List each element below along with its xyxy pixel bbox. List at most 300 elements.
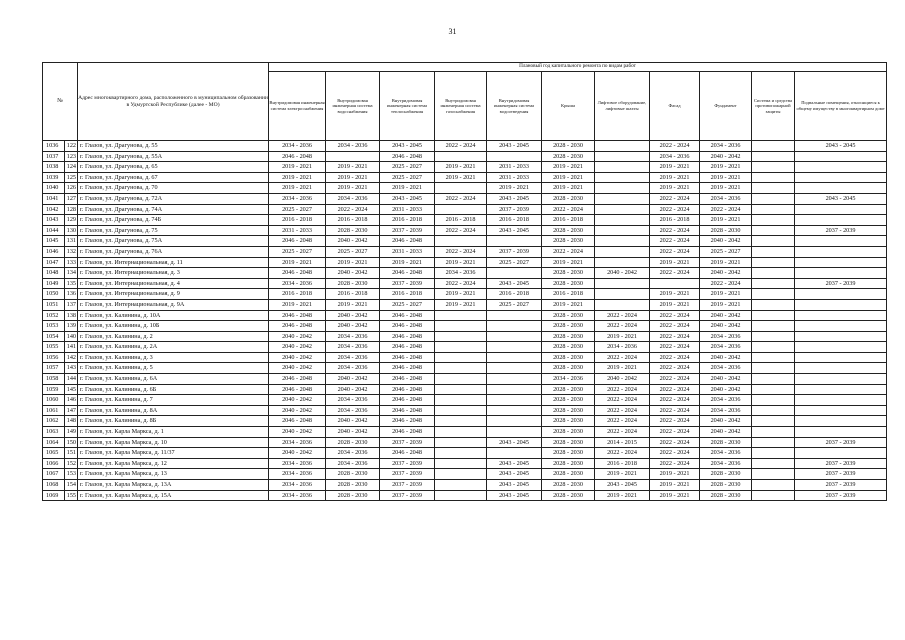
row-year-cell xyxy=(752,384,795,395)
row-year-cell: 2034 - 2036 xyxy=(269,490,326,501)
row-year-cell: 2043 - 2045 xyxy=(595,480,650,491)
row-year-cell: 2019 - 2021 xyxy=(700,172,752,183)
row-address: г. Глазов, ул. Калинина, д. 6А xyxy=(78,374,269,385)
table-row xyxy=(43,204,887,215)
row-number: 1060 xyxy=(43,395,65,406)
row-year-cell: 2040 - 2042 xyxy=(700,416,752,427)
row-year-cell: 2019 - 2021 xyxy=(435,172,487,183)
row-year-cell xyxy=(752,299,795,310)
row-year-cell: 2028 - 2030 xyxy=(542,151,595,162)
row-year-cell: 2037 - 2039 xyxy=(380,490,435,501)
row-year-cell: 2025 - 2027 xyxy=(269,246,326,257)
row-number: 1042 xyxy=(43,204,65,215)
row-year-cell: 2022 - 2024 xyxy=(435,193,487,204)
row-year-cell: 2037 - 2039 xyxy=(487,246,542,257)
row-year-cell xyxy=(595,215,650,226)
row-year-cell: 2022 - 2024 xyxy=(595,321,650,332)
row-year-cell: 2043 - 2045 xyxy=(795,141,887,152)
row-year-cell: 2022 - 2024 xyxy=(595,448,650,459)
row-year-cell xyxy=(435,363,487,374)
row-year-cell: 2022 - 2024 xyxy=(326,204,380,215)
row-address: г. Глазов, ул. Драгунова, д. 67 xyxy=(78,172,269,183)
row-year-cell xyxy=(435,427,487,438)
row-year-cell: 2037 - 2039 xyxy=(380,469,435,480)
row-year-cell xyxy=(752,374,795,385)
row-year-cell: 2019 - 2021 xyxy=(435,289,487,300)
row-year-cell: 2040 - 2042 xyxy=(326,427,380,438)
row-year-cell xyxy=(595,162,650,173)
row-year-cell: 2031 - 2033 xyxy=(380,246,435,257)
row-year-cell: 2034 - 2036 xyxy=(700,448,752,459)
row-year-cell: 2028 - 2030 xyxy=(326,469,380,480)
row-year-cell: 2022 - 2024 xyxy=(650,416,700,427)
row-year-cell xyxy=(435,204,487,215)
row-year-cell: 2037 - 2039 xyxy=(795,469,887,480)
row-year-cell: 2037 - 2039 xyxy=(795,490,887,501)
table-row xyxy=(43,172,887,183)
col-header-worktype: Внутридомовая инженерная система водоснабжения xyxy=(326,72,380,141)
row-year-cell: 2034 - 2036 xyxy=(269,469,326,480)
row-year-cell xyxy=(795,162,887,173)
row-year-cell: 2037 - 2039 xyxy=(380,437,435,448)
row-year-cell xyxy=(487,374,542,385)
row-address: г. Глазов, ул. Калинина, д. 2 xyxy=(78,331,269,342)
row-year-cell xyxy=(487,321,542,332)
row-year-cell: 2028 - 2030 xyxy=(542,363,595,374)
row-year-cell: 2016 - 2018 xyxy=(326,289,380,300)
row-number: 1048 xyxy=(43,268,65,279)
row-year-cell xyxy=(595,246,650,257)
row-year-cell xyxy=(595,151,650,162)
row-local-number: 151 xyxy=(65,448,78,459)
row-year-cell: 2034 - 2036 xyxy=(700,363,752,374)
row-year-cell: 2037 - 2039 xyxy=(380,225,435,236)
row-year-cell: 2022 - 2024 xyxy=(650,321,700,332)
row-year-cell: 2031 - 2033 xyxy=(380,204,435,215)
row-year-cell: 2019 - 2021 xyxy=(650,480,700,491)
row-year-cell xyxy=(595,299,650,310)
col-header-worktype: Крыша xyxy=(542,72,595,141)
row-address: г. Глазов, ул. Драгунова, д. 70 xyxy=(78,183,269,194)
row-year-cell xyxy=(487,395,542,406)
row-year-cell: 2025 - 2027 xyxy=(269,204,326,215)
row-address: г. Глазов, ул. Калинина, д. 3 xyxy=(78,352,269,363)
row-year-cell: 2028 - 2030 xyxy=(700,490,752,501)
table-row xyxy=(43,225,887,236)
row-year-cell: 2028 - 2030 xyxy=(542,225,595,236)
row-year-cell: 2016 - 2018 xyxy=(269,215,326,226)
col-header-worktype: Внутридомовая инженерная система водоотведения xyxy=(487,72,542,141)
row-year-cell xyxy=(752,151,795,162)
row-year-cell xyxy=(795,151,887,162)
row-year-cell: 2019 - 2021 xyxy=(435,257,487,268)
row-year-cell: 2043 - 2045 xyxy=(487,480,542,491)
table-row xyxy=(43,151,887,162)
row-year-cell: 2019 - 2021 xyxy=(700,257,752,268)
row-year-cell xyxy=(487,268,542,279)
row-year-cell xyxy=(795,427,887,438)
row-year-cell: 2019 - 2021 xyxy=(326,172,380,183)
row-local-number: 152 xyxy=(65,458,78,469)
row-year-cell xyxy=(435,183,487,194)
col-header-worktype: Фундамент xyxy=(700,72,752,141)
col-header-worktype: Подвальные помещения, относящиеся к общему имуществу в многоквартирном доме xyxy=(795,72,887,141)
row-year-cell xyxy=(752,395,795,406)
row-year-cell: 2019 - 2021 xyxy=(435,299,487,310)
row-year-cell: 2034 - 2036 xyxy=(700,405,752,416)
row-year-cell: 2046 - 2048 xyxy=(380,352,435,363)
row-year-cell xyxy=(435,321,487,332)
row-year-cell: 2034 - 2036 xyxy=(700,193,752,204)
row-year-cell: 2022 - 2024 xyxy=(595,395,650,406)
row-address: г. Глазов, ул. Карла Маркса, д. 11/37 xyxy=(78,448,269,459)
row-year-cell xyxy=(795,363,887,374)
row-local-number: 132 xyxy=(65,246,78,257)
row-address: г. Глазов, ул. Интернациональная, д. 9 xyxy=(78,289,269,300)
row-local-number: 155 xyxy=(65,490,78,501)
row-year-cell xyxy=(435,384,487,395)
row-year-cell: 2022 - 2024 xyxy=(650,458,700,469)
row-year-cell: 2043 - 2045 xyxy=(487,193,542,204)
row-year-cell xyxy=(752,225,795,236)
row-year-cell xyxy=(795,289,887,300)
row-local-number: 145 xyxy=(65,384,78,395)
row-year-cell: 2022 - 2024 xyxy=(595,384,650,395)
row-year-cell: 2025 - 2027 xyxy=(700,246,752,257)
row-number: 1061 xyxy=(43,405,65,416)
col-header-planned-year: Плановый год капитального ремонта по видам работ xyxy=(269,63,887,72)
row-year-cell: 2028 - 2030 xyxy=(542,310,595,321)
row-year-cell: 2019 - 2021 xyxy=(269,172,326,183)
row-year-cell: 2025 - 2027 xyxy=(380,299,435,310)
row-year-cell: 2019 - 2021 xyxy=(269,299,326,310)
row-year-cell: 2046 - 2048 xyxy=(380,395,435,406)
row-address: г. Глазов, ул. Калинина, д. 10Б xyxy=(78,321,269,332)
row-year-cell xyxy=(795,395,887,406)
row-year-cell: 2022 - 2024 xyxy=(650,352,700,363)
row-year-cell xyxy=(487,416,542,427)
row-year-cell: 2043 - 2045 xyxy=(795,193,887,204)
row-year-cell: 2040 - 2042 xyxy=(700,236,752,247)
row-year-cell xyxy=(595,225,650,236)
row-year-cell: 2040 - 2042 xyxy=(326,321,380,332)
row-year-cell xyxy=(752,448,795,459)
row-address: г. Глазов, ул. Драгунова, д. 65 xyxy=(78,162,269,173)
row-year-cell: 2034 - 2036 xyxy=(700,395,752,406)
row-year-cell: 2046 - 2048 xyxy=(380,310,435,321)
row-address: г. Глазов, ул. Драгунова, д. 75 xyxy=(78,225,269,236)
row-year-cell xyxy=(595,204,650,215)
row-number: 1064 xyxy=(43,437,65,448)
row-year-cell: 2028 - 2030 xyxy=(542,278,595,289)
row-year-cell: 2046 - 2048 xyxy=(380,268,435,279)
row-year-cell: 2022 - 2024 xyxy=(650,225,700,236)
row-number: 1039 xyxy=(43,172,65,183)
row-local-number: 149 xyxy=(65,427,78,438)
row-year-cell: 2040 - 2042 xyxy=(269,405,326,416)
row-year-cell xyxy=(752,469,795,480)
row-year-cell: 2046 - 2048 xyxy=(269,151,326,162)
row-year-cell: 2019 - 2021 xyxy=(650,289,700,300)
row-address: г. Глазов, ул. Драгунова, д. 72А xyxy=(78,193,269,204)
row-year-cell xyxy=(795,405,887,416)
row-year-cell: 2034 - 2036 xyxy=(700,141,752,152)
row-year-cell: 2022 - 2024 xyxy=(650,342,700,353)
row-year-cell xyxy=(795,352,887,363)
row-address: г. Глазов, ул. Драгунова, д. 74Б xyxy=(78,215,269,226)
row-address: г. Глазов, ул. Интернациональная, д. 4 xyxy=(78,278,269,289)
row-local-number: 138 xyxy=(65,310,78,321)
row-year-cell: 2043 - 2045 xyxy=(487,469,542,480)
row-year-cell: 2040 - 2042 xyxy=(595,374,650,385)
row-year-cell: 2046 - 2048 xyxy=(380,331,435,342)
row-year-cell: 2046 - 2048 xyxy=(269,310,326,321)
row-year-cell: 2040 - 2042 xyxy=(700,321,752,332)
row-year-cell xyxy=(795,321,887,332)
row-year-cell xyxy=(487,448,542,459)
row-year-cell: 2046 - 2048 xyxy=(380,363,435,374)
row-number: 1066 xyxy=(43,458,65,469)
row-year-cell: 2019 - 2021 xyxy=(700,162,752,173)
row-year-cell xyxy=(752,490,795,501)
row-year-cell xyxy=(435,448,487,459)
row-year-cell: 2022 - 2024 xyxy=(650,236,700,247)
row-number: 1041 xyxy=(43,193,65,204)
table-row xyxy=(43,448,887,459)
table-row xyxy=(43,321,887,332)
row-year-cell: 2019 - 2021 xyxy=(542,257,595,268)
row-year-cell xyxy=(795,384,887,395)
row-year-cell: 2040 - 2042 xyxy=(269,427,326,438)
row-year-cell xyxy=(752,480,795,491)
row-year-cell: 2028 - 2030 xyxy=(542,331,595,342)
row-year-cell xyxy=(752,458,795,469)
row-year-cell: 2046 - 2048 xyxy=(380,405,435,416)
row-local-number: 135 xyxy=(65,278,78,289)
row-number: 1056 xyxy=(43,352,65,363)
row-year-cell xyxy=(435,469,487,480)
row-year-cell: 2022 - 2024 xyxy=(650,363,700,374)
row-number: 1036 xyxy=(43,141,65,152)
row-address: г. Глазов, ул. Драгунова, д. 74А xyxy=(78,204,269,215)
row-year-cell: 2022 - 2024 xyxy=(650,405,700,416)
row-year-cell: 2034 - 2036 xyxy=(269,141,326,152)
row-year-cell: 2028 - 2030 xyxy=(542,321,595,332)
row-year-cell: 2022 - 2024 xyxy=(650,310,700,321)
row-year-cell: 2040 - 2042 xyxy=(269,448,326,459)
row-year-cell xyxy=(435,151,487,162)
row-year-cell xyxy=(795,342,887,353)
row-year-cell: 2028 - 2030 xyxy=(542,490,595,501)
row-year-cell: 2040 - 2042 xyxy=(269,331,326,342)
row-year-cell: 2022 - 2024 xyxy=(435,246,487,257)
row-year-cell: 2043 - 2045 xyxy=(380,193,435,204)
row-year-cell: 2034 - 2036 xyxy=(326,363,380,374)
row-year-cell xyxy=(435,480,487,491)
row-year-cell: 2019 - 2021 xyxy=(326,257,380,268)
row-year-cell: 2040 - 2042 xyxy=(700,151,752,162)
row-year-cell: 2019 - 2021 xyxy=(595,331,650,342)
row-year-cell: 2046 - 2048 xyxy=(380,384,435,395)
row-year-cell: 2046 - 2048 xyxy=(269,236,326,247)
row-year-cell: 2034 - 2036 xyxy=(595,342,650,353)
row-address: г. Глазов, ул. Драгунова, д. 55 xyxy=(78,141,269,152)
row-year-cell: 2040 - 2042 xyxy=(326,236,380,247)
col-header-worktype: Фасад xyxy=(650,72,700,141)
row-year-cell: 2028 - 2030 xyxy=(700,469,752,480)
row-year-cell xyxy=(795,236,887,247)
row-year-cell xyxy=(435,490,487,501)
row-year-cell: 2034 - 2036 xyxy=(269,458,326,469)
row-year-cell xyxy=(752,204,795,215)
row-local-number: 129 xyxy=(65,215,78,226)
row-year-cell xyxy=(752,268,795,279)
row-address: г. Глазов, ул. Калинина, д. 2А xyxy=(78,342,269,353)
row-year-cell xyxy=(752,257,795,268)
table-row xyxy=(43,458,887,469)
table-row xyxy=(43,416,887,427)
row-year-cell xyxy=(435,310,487,321)
row-year-cell: 2016 - 2018 xyxy=(380,215,435,226)
row-year-cell xyxy=(595,172,650,183)
row-year-cell xyxy=(752,405,795,416)
row-year-cell xyxy=(487,405,542,416)
row-year-cell xyxy=(752,416,795,427)
row-local-number: 123 xyxy=(65,151,78,162)
row-year-cell: 2037 - 2039 xyxy=(795,480,887,491)
row-year-cell: 2022 - 2024 xyxy=(650,395,700,406)
table-row xyxy=(43,310,887,321)
row-local-number: 147 xyxy=(65,405,78,416)
row-year-cell xyxy=(752,141,795,152)
row-year-cell: 2037 - 2039 xyxy=(795,458,887,469)
row-local-number: 127 xyxy=(65,193,78,204)
row-year-cell xyxy=(795,448,887,459)
row-year-cell: 2046 - 2048 xyxy=(380,236,435,247)
row-year-cell: 2040 - 2042 xyxy=(326,310,380,321)
row-year-cell: 2034 - 2036 xyxy=(269,193,326,204)
row-address: г. Глазов, ул. Интернациональная, д. 3 xyxy=(78,268,269,279)
row-year-cell: 2019 - 2021 xyxy=(326,183,380,194)
row-number: 1059 xyxy=(43,384,65,395)
row-year-cell xyxy=(435,416,487,427)
row-year-cell: 2022 - 2024 xyxy=(650,448,700,459)
row-number: 1043 xyxy=(43,215,65,226)
row-address: г. Глазов, ул. Драгунова, д. 75А xyxy=(78,236,269,247)
row-year-cell: 2046 - 2048 xyxy=(269,268,326,279)
row-local-number: 134 xyxy=(65,268,78,279)
row-year-cell: 2022 - 2024 xyxy=(435,278,487,289)
row-year-cell: 2019 - 2021 xyxy=(542,183,595,194)
row-year-cell: 2028 - 2030 xyxy=(542,395,595,406)
row-year-cell: 2019 - 2021 xyxy=(650,490,700,501)
row-year-cell xyxy=(595,141,650,152)
row-year-cell: 2034 - 2036 xyxy=(326,395,380,406)
table-row xyxy=(43,490,887,501)
row-year-cell: 2034 - 2036 xyxy=(269,480,326,491)
row-address: г. Глазов, ул. Карла Маркса, д. 13 xyxy=(78,469,269,480)
row-year-cell: 2034 - 2036 xyxy=(326,458,380,469)
row-year-cell: 2034 - 2036 xyxy=(326,193,380,204)
table-row xyxy=(43,246,887,257)
row-address: г. Глазов, ул. Калинина, д. 5 xyxy=(78,363,269,374)
row-year-cell xyxy=(435,236,487,247)
row-year-cell xyxy=(752,278,795,289)
row-local-number: 141 xyxy=(65,342,78,353)
row-local-number: 142 xyxy=(65,352,78,363)
table-row xyxy=(43,162,887,173)
row-address: г. Глазов, ул. Карла Маркса, д. 10 xyxy=(78,437,269,448)
row-year-cell: 2019 - 2021 xyxy=(326,162,380,173)
row-year-cell: 2019 - 2021 xyxy=(650,257,700,268)
row-year-cell: 2019 - 2021 xyxy=(700,215,752,226)
row-year-cell: 2040 - 2042 xyxy=(595,268,650,279)
row-year-cell: 2019 - 2021 xyxy=(700,183,752,194)
row-year-cell: 2028 - 2030 xyxy=(542,236,595,247)
row-year-cell: 2034 - 2036 xyxy=(326,331,380,342)
row-year-cell: 2037 - 2039 xyxy=(795,225,887,236)
row-year-cell: 2028 - 2030 xyxy=(542,427,595,438)
row-year-cell: 2046 - 2048 xyxy=(380,321,435,332)
row-year-cell: 2019 - 2021 xyxy=(435,162,487,173)
table-row xyxy=(43,183,887,194)
table-row xyxy=(43,215,887,226)
table-row xyxy=(43,193,887,204)
row-year-cell: 2016 - 2018 xyxy=(380,289,435,300)
row-year-cell: 2043 - 2045 xyxy=(380,141,435,152)
row-year-cell xyxy=(487,236,542,247)
row-local-number: 143 xyxy=(65,363,78,374)
table-row xyxy=(43,236,887,247)
row-year-cell xyxy=(487,363,542,374)
row-year-cell xyxy=(795,331,887,342)
row-year-cell xyxy=(752,437,795,448)
row-year-cell: 2028 - 2030 xyxy=(542,193,595,204)
row-year-cell: 2022 - 2024 xyxy=(650,141,700,152)
row-year-cell xyxy=(752,162,795,173)
row-year-cell xyxy=(752,289,795,300)
row-year-cell: 2043 - 2045 xyxy=(487,141,542,152)
row-year-cell: 2034 - 2036 xyxy=(542,374,595,385)
row-year-cell: 2016 - 2018 xyxy=(595,458,650,469)
table-row xyxy=(43,331,887,342)
table-row xyxy=(43,363,887,374)
row-year-cell xyxy=(795,374,887,385)
row-number: 1063 xyxy=(43,427,65,438)
row-address: г. Глазов, ул. Интернациональная, д. 9А xyxy=(78,299,269,310)
row-year-cell: 2043 - 2045 xyxy=(487,490,542,501)
row-year-cell xyxy=(435,374,487,385)
row-year-cell xyxy=(487,352,542,363)
row-local-number: 150 xyxy=(65,437,78,448)
table-row xyxy=(43,342,887,353)
row-year-cell: 2019 - 2021 xyxy=(595,469,650,480)
row-year-cell: 2022 - 2024 xyxy=(700,204,752,215)
row-year-cell xyxy=(595,193,650,204)
row-year-cell: 2037 - 2039 xyxy=(380,480,435,491)
row-local-number: 126 xyxy=(65,183,78,194)
row-year-cell xyxy=(487,342,542,353)
row-year-cell: 2028 - 2030 xyxy=(326,225,380,236)
row-year-cell: 2040 - 2042 xyxy=(700,310,752,321)
row-local-number: 124 xyxy=(65,162,78,173)
row-year-cell: 2034 - 2036 xyxy=(269,437,326,448)
row-year-cell xyxy=(650,278,700,289)
row-local-number: 137 xyxy=(65,299,78,310)
row-number: 1057 xyxy=(43,363,65,374)
row-year-cell: 2022 - 2024 xyxy=(542,246,595,257)
row-year-cell: 2043 - 2045 xyxy=(487,458,542,469)
